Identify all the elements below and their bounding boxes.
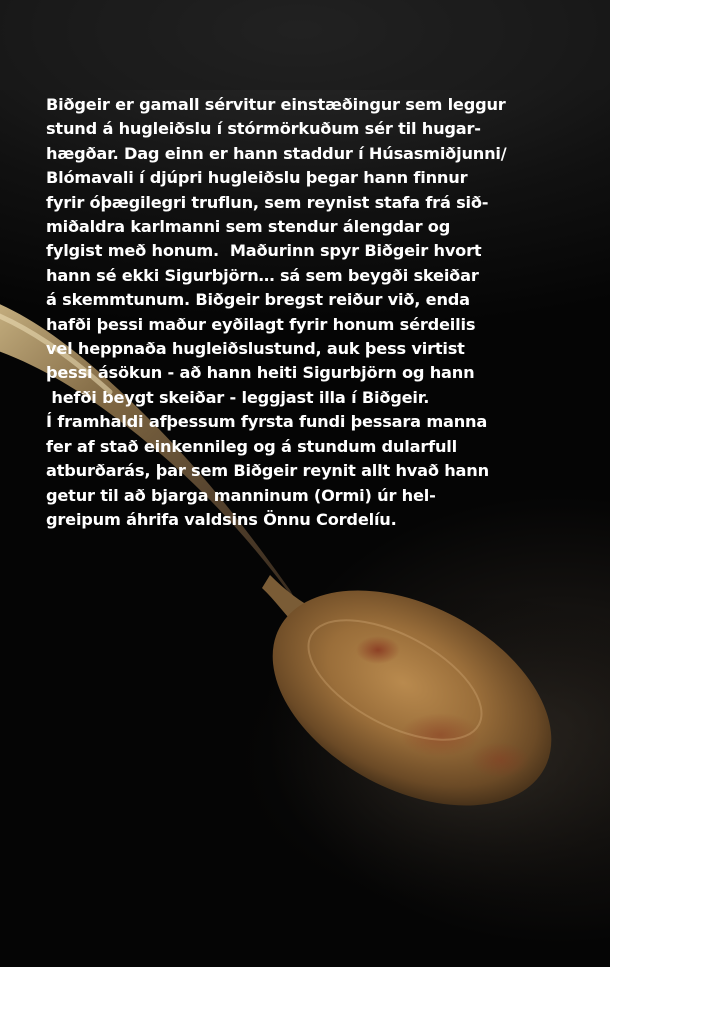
text-line: hann sé ekki Sigurbjörn… sá sem beygði skeiðar [46,265,479,285]
text-line: þessi ásökun - að hann heiti Sigurbjörn og hann [46,363,475,383]
text-line: fer af stað einkennileg og á stundum dularfull [46,436,457,456]
text-line: atburðarás, þar sem Biðgeir reynit allt hvað hann [46,461,489,481]
top-texture [0,0,610,90]
text-line: stund á hugleiðslu í stórmörkuðum sér til hugar- [46,119,481,139]
text-line: hefði beygt skeiðar - leggjast illa í Biðgeir. [46,387,430,407]
text-line: hafði þessi maður eyðilagt fyrir honum sérdeilis [46,314,476,334]
text-line: miðaldra karlmanni sem stendur álengdar og [46,217,451,237]
text-line: greipum áhrifa valdsins Önnu Cordelíu. [46,509,397,529]
text-line: vel heppnaða hugleiðslustund, auk þess virtist [46,339,465,359]
rust-spot [470,742,530,778]
text-line: Biðgeir er gamall sérvitur einstæðingur sem leggur [46,95,506,114]
text-line: getur til að bjarga manninum (Ormi) úr hel- [46,485,436,505]
text-line: Í framhaldi afþessum fyrsta fundi þessara manna [46,412,488,432]
text-line: fyrir óþægilegri truflun, sem reynist stafa frá sið- [46,192,489,212]
text-line: á skemmtunum. Biðgeir bregst reiður við, enda [46,290,470,310]
rust-spot [356,636,400,664]
text-line: hægðar. Dag einn er hann staddur í Húsasmiðjunni/ [46,143,507,163]
story-paragraph [46,93,591,532]
text-line: Blómavali í djúpri hugleiðslu þegar hann finnur [46,168,468,188]
text-line: fylgist með honum. Maðurinn spyr Biðgeir hvort [46,241,482,261]
